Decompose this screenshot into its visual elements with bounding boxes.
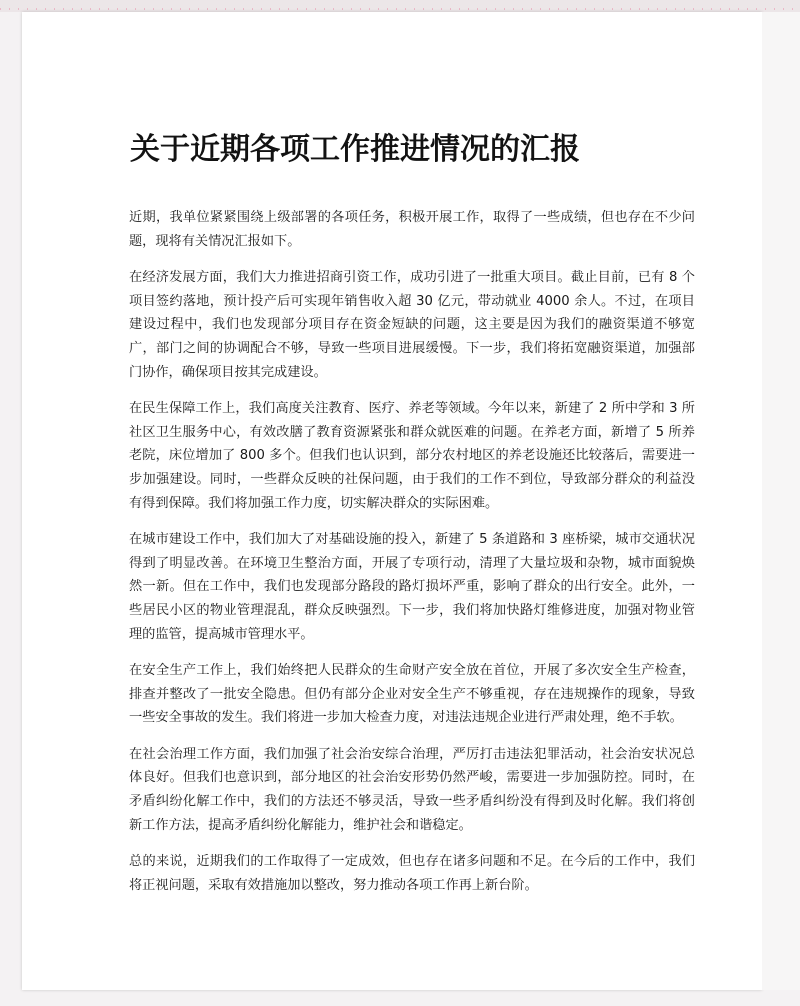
document-title: 关于近期各项工作推进情况的汇报 [130, 132, 580, 167]
document-body [129, 206, 695, 910]
paragraph-economy: 在经济发展方面，我们大力推进招商引资工作，成功引进了一批重大项目。截止目前，已有 8 个项目签约落地，预计投产后可实现年销售收入超 30 亿元，带动就业 4000 余人。不过，在项目建设过程中，我们也发现部分项目存在资金短缺的问题，这主要是因为我们的融资渠道不够宽广，部门之间的协调配合不够，导致一些项目进展缓慢。下一步，我们将拓宽融资渠道，加强部门协作，确保项目按其完成建设。 [129, 270, 695, 380]
paragraph-social-governance: 在社会治理工作方面，我们加强了社会治安综合治理，严厉打击违法犯罪活动，社会治安状况总体良好。但我们也意识到，部分地区的社会治安形势仍然严峻，需要进一步加强防控。同时，在矛盾纠纷化解工作中，我们的方法还不够灵活，导致一些矛盾纠纷没有得到及时化解。我们将创新工作方法，提高矛盾纠纷化解能力，维护社会和谐稳定。 [129, 746, 695, 833]
paragraph-summary: 总的来说，近期我们的工作取得了一定成效，但也存在诸多问题和不足。在今后的工作中，我们将正视问题，采取有效措施加以整改，努力推动各项工作再上新台阶。 [129, 854, 695, 893]
paragraph-livelihood: 在民生保障工作上，我们高度关注教育、医疗、养老等领域。今年以来，新建了 2 所中学和 3 所社区卫生服务中心，有效改膳了教育资源紧张和群众就医难的问题。在养老方面，新增了 5 所养老院，床位增加了 800 多个。但我们也认识到，部分农村地区的养老设施还比较落后，需要进一步加强建设。同时，一些群众反映的社保问题，由于我们的工作不到位，导致部分群众的利益没有得到保障。我们将加强工作力度，切实解决群众的实际困难。 [129, 401, 695, 511]
paragraph-intro: 近期，我单位紧紧围绕上级部署的各项任务，积极开展工作，取得了一些成绩，但也存在不少问题，现将有关情况汇报如下。 [129, 210, 695, 249]
page-right-margin [762, 12, 800, 990]
document-page [22, 12, 762, 990]
paragraph-work-safety: 在安全生产工作上，我们始终把人民群众的生命财产安全放在首位，开展了多次安全生产检查，排查并整改了一批安全隐患。但仍有部分企业对安全生产不够重视，存在违规操作的现象，导致一些安全事故的发生。我们将进一步加大检查力度，对违法违规企业进行严肃处理，绝不手软。 [129, 663, 695, 726]
top-edge-strip [0, 0, 800, 12]
paragraph-urban-construction: 在城市建设工作中，我们加大了对基础设施的投入，新建了 5 条道路和 3 座桥梁，城市交通状况得到了明显改善。在环境卫生整治方面，开展了专项行动，清理了大量垃圾和杂物，城市面貌焕然一新。但在工作中，我们也发现部分路段的路灯损坏严重，影响了群众的出行安全。此外，一些居民小区的物业管理混乱，群众反映强烈。下一步，我们将加快路灯维修进度，加强对物业管理的监管，提高城市管理水平。 [129, 532, 695, 642]
